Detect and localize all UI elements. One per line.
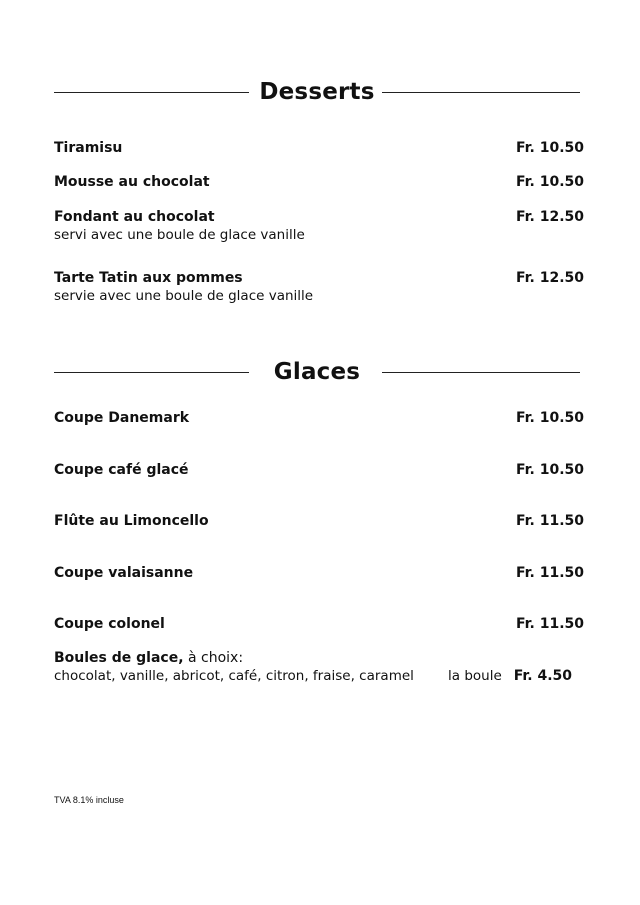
- item-price: Fr. 12.50: [515, 270, 584, 286]
- menu-item-mousse: [54, 174, 584, 190]
- menu-item-flute-limoncello: [54, 513, 584, 529]
- item-price: Fr. 11.50: [515, 616, 584, 632]
- header-rule-right: [382, 92, 580, 93]
- item-price: Fr. 11.50: [515, 513, 584, 529]
- item-price: Fr. 4.50: [513, 668, 572, 684]
- item-price: Fr. 10.50: [515, 410, 584, 426]
- item-price: Fr. 10.50: [515, 140, 584, 156]
- menu-item-boules-de-glace: [54, 650, 584, 684]
- item-description: chocolat, vanille, abricot, café, citron, fraise, caramel: [54, 668, 414, 684]
- item-description: servi avec une boule de glace vanille: [54, 227, 305, 243]
- glaces-title: Glaces: [273, 359, 361, 385]
- menu-item-coupe-cafe-glace: [54, 462, 584, 478]
- menu-item-coupe-colonel: [54, 616, 584, 632]
- item-unit: la boule: [448, 668, 502, 684]
- item-name-bold: Boules de glace,: [54, 650, 184, 666]
- item-name: Coupe Danemark: [54, 410, 190, 426]
- item-price: Fr. 12.50: [515, 209, 584, 225]
- desserts-title: Desserts: [259, 79, 375, 105]
- item-price: Fr. 11.50: [515, 565, 584, 581]
- item-name-suffix: à choix:: [183, 650, 244, 666]
- item-price: Fr. 10.50: [515, 462, 584, 478]
- desserts-header: [54, 72, 580, 112]
- menu-item-tarte-tatin: [54, 270, 584, 304]
- item-price: Fr. 10.50: [515, 174, 584, 190]
- item-name: Tarte Tatin aux pommes: [54, 270, 243, 286]
- menu-item-coupe-valaisanne: [54, 565, 584, 581]
- menu-item-tiramisu: [54, 140, 584, 156]
- item-name: [54, 650, 584, 666]
- item-name: Coupe valaisanne: [54, 565, 194, 581]
- item-name: Fondant au chocolat: [54, 209, 215, 225]
- menu-item-fondant: [54, 209, 584, 243]
- item-name: Coupe café glacé: [54, 462, 189, 478]
- item-description: servie avec une boule de glace vanille: [54, 288, 314, 304]
- header-rule-right: [382, 372, 580, 373]
- menu-item-coupe-danemark: [54, 410, 584, 426]
- vat-note: TVA 8.1% incluse: [54, 795, 124, 805]
- glaces-header: [54, 352, 580, 392]
- item-name: Coupe colonel: [54, 616, 165, 632]
- item-name: Tiramisu: [54, 140, 123, 156]
- item-name: Flûte au Limoncello: [54, 513, 209, 529]
- item-name: Mousse au chocolat: [54, 174, 210, 190]
